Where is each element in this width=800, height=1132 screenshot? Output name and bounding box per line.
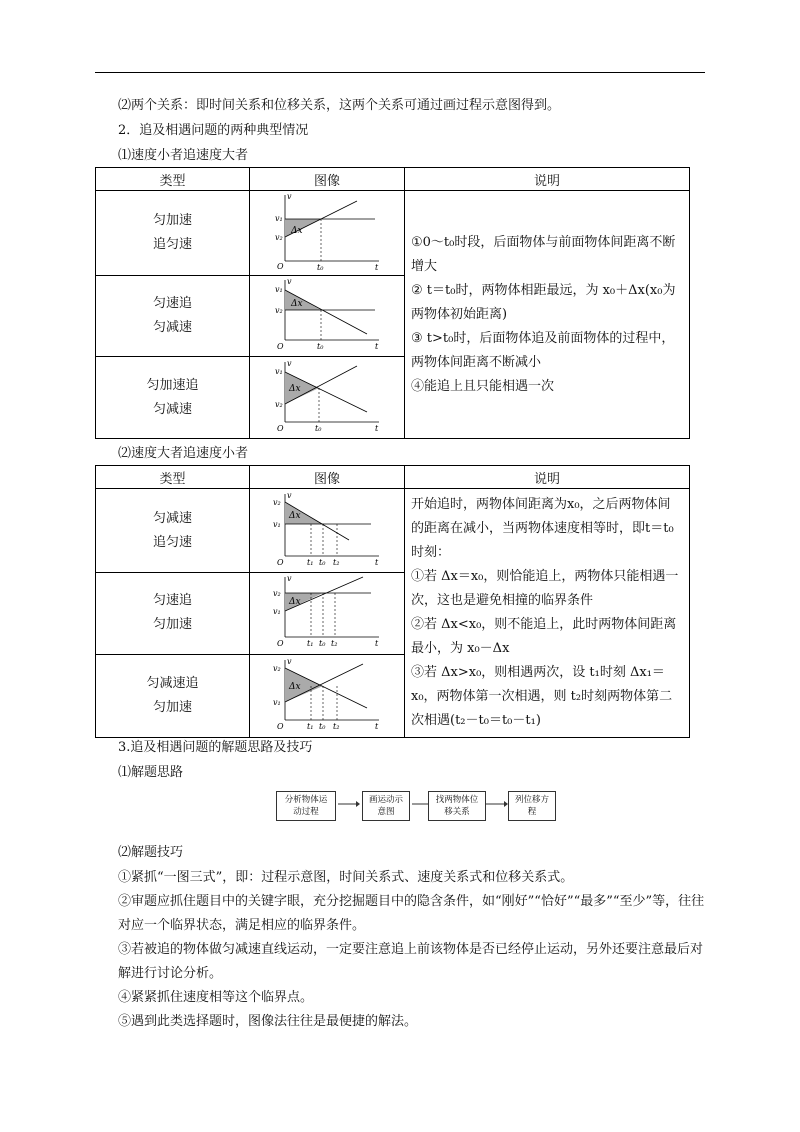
header-type: 类型 [96,168,250,191]
header-rule [95,72,705,73]
v2-label: v₂ [273,497,281,507]
header-graph: 图像 [250,168,405,191]
tip-1: ①紧抓“一图三式”，即：过程示意图，时间关系式、速度关系式和位移关系式。 [118,870,574,885]
v1-label: v₁ [273,519,281,529]
t0-label: t₀ [319,639,326,649]
type-line: 匀加速追 [146,377,199,393]
type-cell [96,357,250,439]
header-type: 类型 [96,466,250,489]
origin-label: O [277,721,284,731]
type-cell [96,276,250,357]
desc-item: ①若 Δx＝x₀，则恰能追上，两物体只能相遇一次，这也是避免相撞的临界条件 [411,569,679,608]
tip-5: ⑤遇到此类选择题时，图像法往往是最便捷的解法。 [118,1014,418,1029]
t2-label: t₂ [333,721,340,731]
axis-v-label: v [287,358,292,368]
type-line: 追匀速 [152,237,192,252]
dx-label: Δx [291,226,303,236]
t0-label: t₀ [317,263,324,271]
axis-t-label: t [375,639,379,649]
type-line: 匀速追 [152,593,192,609]
origin-label: O [277,342,284,351]
v2-label: v₂ [275,399,283,409]
t2-label: t₂ [333,557,340,567]
axis-v-label: v [287,656,292,666]
subsection-1-title: ⑴速度小者追速度大者 [118,148,249,163]
origin-label: O [277,557,284,567]
axis-v-label: v [287,192,292,201]
t0-label: t₀ [319,721,326,731]
vt-graph-decel-chase-uniform [267,490,387,568]
origin-label: O [277,639,284,649]
t0-label: t₀ [315,423,322,433]
section-2-title: 2．追及相遇问题的两种典型情况 [118,123,309,138]
table-header-row [96,466,690,489]
axis-v-label: v [287,490,292,500]
type-line: 匀加速 [152,699,192,715]
type-line: 匀速追 [152,296,192,311]
type-cell [96,191,250,276]
flow-step-2: 画运动示意图 [362,791,410,821]
section-3-title: 3.追及相遇问题的解题思路及技巧 [118,740,313,755]
desc-item: ③若 Δx>x₀，则相遇两次，设 t₁时刻 Δx₁＝x₀，两物体第一次相遇，则 t₂时刻两物体第二次相遇(t₂－t₀＝t₀－t₁) [411,665,673,728]
axis-v-label: v [287,574,292,584]
intro-line-1: ⑵两个关系：即时间关系和位移关系，这两个关系可通过画过程示意图得到。 [118,98,561,113]
flow-step-4: 列位移方程 [508,791,556,821]
v1-label: v₁ [273,697,281,707]
dx-label: Δx [289,597,301,608]
t1-label: t₁ [307,557,314,567]
table-row [96,191,690,276]
origin-label: O [277,262,284,271]
type-line: 匀减速 [152,401,192,417]
type-line: 匀加速 [152,617,192,633]
v1-label: v₁ [275,366,283,376]
arrow-right-icon [486,799,508,809]
flow-step-1: 分析物体运动过程 [276,791,336,821]
t0-label: t₀ [317,342,324,351]
t0-label: t₀ [319,557,326,567]
v2-label: v₂ [275,233,283,242]
type-cell [96,489,250,573]
vt-graph-uniform-chase-decel [267,276,387,352]
graph-cell [250,191,405,276]
type-cell [96,654,250,737]
type-line: 匀减速追 [146,675,199,691]
origin-label: O [277,423,284,433]
t2-label: t₂ [331,639,338,649]
dx-label: Δx [289,681,301,692]
type-line: 追匀速 [152,534,192,550]
dx-label: Δx [291,299,303,309]
header-desc: 说明 [405,168,690,191]
vt-graph-uniform-chase-accel [267,573,387,649]
vt-graph-accel-chase-uniform [267,191,387,271]
subsection-2-title: ⑵速度大者追速度小者 [118,446,249,461]
subsection-tips-title: ⑵解题技巧 [118,845,184,860]
axis-t-label: t [375,423,379,433]
table-slow-chases-fast [95,167,690,439]
axis-t-label: t [375,263,379,271]
graph-cell [250,276,405,357]
header-desc: 说明 [405,466,690,489]
v2-label: v₂ [273,663,281,673]
v1-label: v₁ [273,607,281,617]
tip-4: ④紧紧抓住速度相等这个临界点。 [118,990,314,1005]
desc-item: ③ t>t₀时，后面物体追及前面物体的过程中，两物体间距离不断减小 [411,330,675,370]
type-line: 匀加速 [152,213,192,228]
header-graph: 图像 [250,466,405,489]
graph-cell [250,357,405,439]
tip-2: ②审题应抓住题目中的关键字眼，充分挖掘题目中的隐含条件，如“刚好”“恰好”“最多”“至少”等，往往对应一个临界状态，满足相应的临界条件。 [118,894,705,933]
type-line: 匀减速 [152,320,192,335]
desc-cell [405,191,690,439]
table-header-row [96,168,690,191]
vt-graph-decel-chase-accel [267,656,387,732]
graph-cell [250,654,405,737]
axis-t-label: t [375,721,379,731]
desc-item: ②若 Δx<x₀，则不能追上，此时两物体间距离最小，为 x₀－Δx [411,617,677,656]
desc-item: ② t＝t₀时，两物体相距最远，为 x₀＋Δx(x₀为两物体初始距离) [411,282,676,322]
flow-step-3: 找两物体位移关系 [428,791,486,821]
desc-item: 开始追时，两物体间距离为x₀，之后两物体间的距离在减小，当两物体速度相等时，即t＝t₀时刻： [411,497,674,560]
graph-cell [250,573,405,655]
t1-label: t₁ [307,639,314,649]
graph-cell [250,489,405,573]
subsection-approach-title: ⑴解题思路 [118,765,184,780]
dx-label: Δx [289,510,301,521]
axis-t-label: t [375,342,379,351]
dx-label: Δx [289,383,301,394]
tip-3: ③若被追的物体做匀减速直线运动，一定要注意追上前该物体是否已经停止运动，另外还要注意最后对解进行讨论分析。 [118,942,704,981]
type-line: 匀减速 [152,510,192,526]
table-row [96,489,690,573]
arrow-right-icon [338,799,360,809]
t1-label: t₁ [307,721,314,731]
type-cell [96,573,250,655]
desc-cell [405,489,690,738]
table-fast-chases-slow [95,465,690,738]
axis-v-label: v [287,277,292,286]
desc-item: ①0～t₀时段，后面物体与前面物体间距离不断增大 [411,234,676,274]
axis-t-label: t [375,557,379,567]
v2-label: v₂ [275,306,283,315]
v2-label: v₂ [273,589,281,599]
v1-label: v₁ [275,285,283,294]
desc-item: ④能追上且只能相遇一次 [411,378,555,394]
vt-graph-accel-chase-decel [267,358,387,434]
v1-label: v₁ [275,214,283,223]
